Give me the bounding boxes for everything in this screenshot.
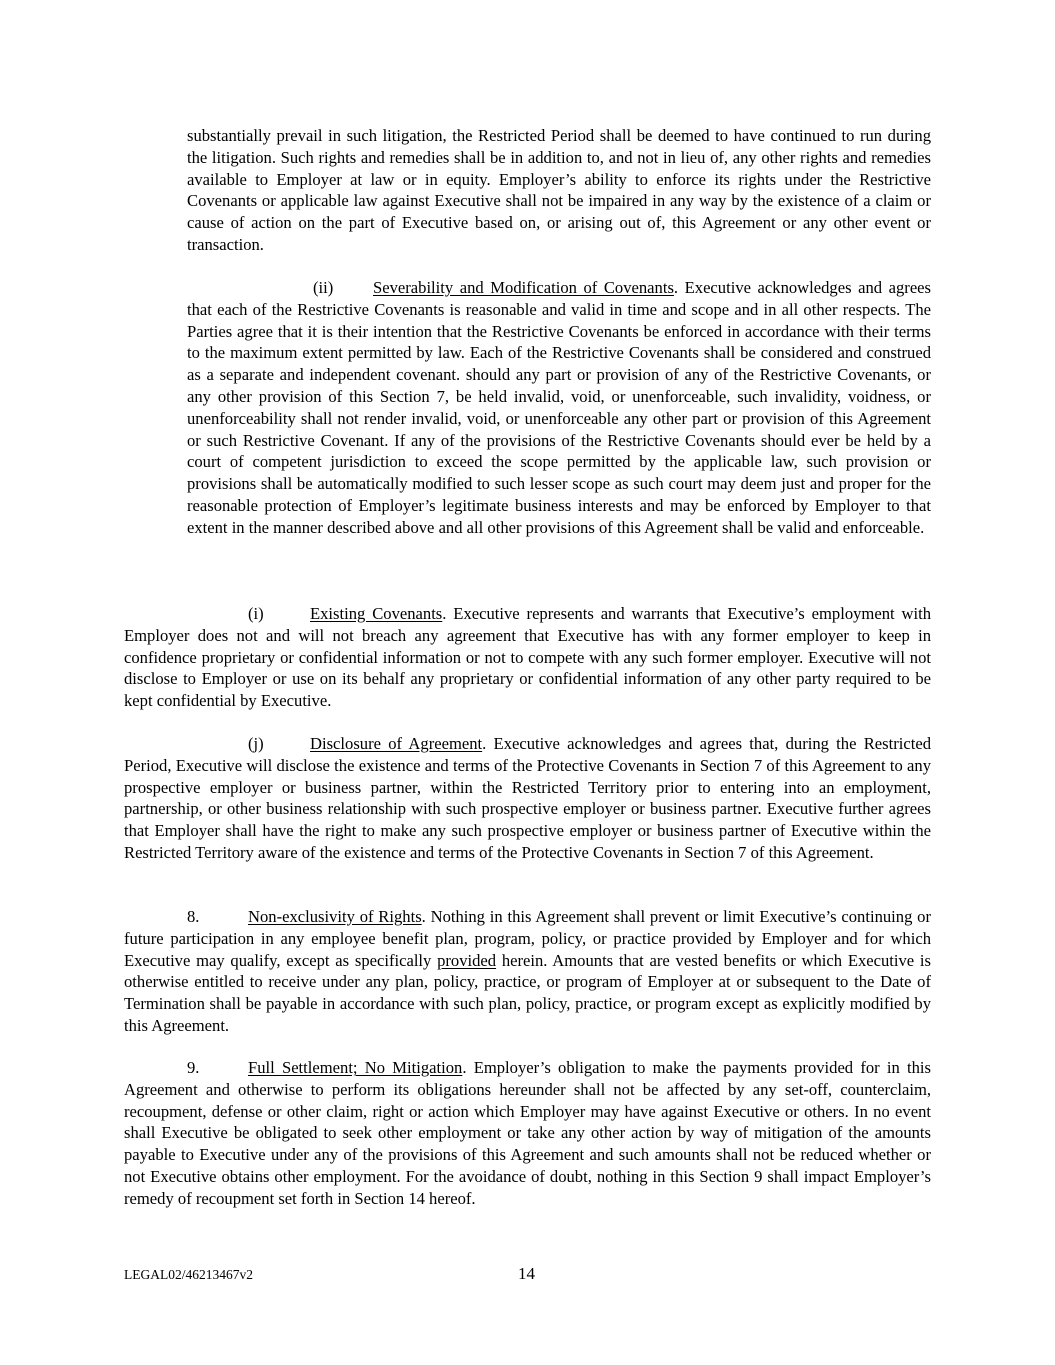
section-9-number: 9. (187, 1058, 200, 1077)
section-ii-number: (ii) (313, 278, 334, 297)
section-j-heading: Disclosure of Agreement (310, 734, 483, 753)
section-8-body-before: . Nothing in this Agreement shall prevent or limit Executive’s continuing or future participation in any employee benefit plan, program, policy, or practice provided by Employer and for which Executive may qualify, except as specifically (124, 907, 931, 970)
section-j-number: (j) (248, 734, 264, 753)
section-8-underlined-word: provided (437, 950, 497, 970)
section-9-heading: Full Settlement; No Mitigation (248, 1058, 463, 1077)
section-i-heading: Existing Covenants (310, 604, 443, 623)
section-ii-heading: Severability and Modification of Covenants (373, 278, 674, 297)
section-i-paragraph (124, 603, 931, 712)
section-8-paragraph (124, 906, 931, 1037)
section-i-body: . Executive represents and warrants that Executive’s employment with Employer does not and will not breach any agreement that Executive has with any former employer to keep in confidence proprietary or confidential information or not to compete with any such former employer. Executive will not disclose to Employer or use on its behalf any proprietary or confidential information of any other party required to be kept confidential by Executive. (124, 604, 931, 711)
section-ii-paragraph (187, 277, 931, 539)
section-j-paragraph (124, 733, 931, 864)
section-8-heading: Non-exclusivity of Rights (248, 907, 422, 926)
section-8-body-after: herein. Amounts that are vested benefits or which Executive is otherwise entitled to receive under any plan, policy, practice, or program of Employer at or subsequent to the Date of Termination shall be payable in accordance with such plan, policy, practice, or program except as explicitly modified by this Agreement. (124, 950, 931, 1035)
paragraph-continuation-text: substantially prevail in such litigation, the Restricted Period shall be deemed to have continued to run during the litigation. Such rights and remedies shall be in addition to, and not in lieu of, any other rights and remedies available to Employer at law or in equity. Employer’s ability to enforce its rights under the Restrictive Covenants or applicable law against Executive shall not be impaired in any way by the existence of a claim or cause of action on the part of Executive based on, or arising out of, this Agreement or any other event or transaction. (187, 126, 931, 254)
footer-document-id: LEGAL02/46213467v2 (124, 1267, 253, 1282)
section-j-body: . Executive acknowledges and agrees that, during the Restricted Period, Executive will disclose the existence and terms of the Protective Covenants in Section 7 of this Agreement to any prospective employer or business partner, within the Restricted Territory prior to entering into an employment, partnership, or other business relationship with such prospective employer or business partner. Executive further agrees that Employer shall have the right to make any such prospective employer or business partner of Executive within the Restricted Territory aware of the existence and terms of the Protective Covenants in Section 7 of this Agreement. (124, 734, 932, 862)
paragraph-continuation (187, 125, 931, 256)
section-9-paragraph (124, 1057, 931, 1210)
section-9-body: . Employer’s obligation to make the payments provided for in this Agreement and otherwise to perform its obligations hereunder shall not be affected by any set-off, counterclaim, recoupment, defense or other claim, right or action which Employer may have against Executive or others. In no event shall Executive be obligated to seek other employment or take any other action by way of mitigation of the amounts payable to Executive under any of the provisions of this Agreement and such amounts shall not be reduced whether or not Executive obtains other employment. For the avoidance of doubt, nothing in this Section 9 shall impact Employer’s remedy of recoupment set forth in Section 14 hereof. (124, 1058, 931, 1208)
section-i-number: (i) (248, 604, 264, 623)
section-ii-body: . Executive acknowledges and agrees that each of the Restrictive Covenants is reasonable and valid in time and scope and in all other respects. The Parties agree that it is their intention that the Restrictive Covenants be enforced in accordance with their terms to the maximum extent permitted by law. Each of the Restrictive Covenants shall be considered and construed as a separate and independent covenant. should any part or provision of any of the Restrictive Covenants, or any other provision of this Section 7, be held invalid, void, or unenforceable, such invalidity, voidness, or unenforceability shall not render invalid, void, or unenforceable any other part or provision of this Agreement or such Restrictive Covenant. If any of the provisions of the Restrictive Covenants should ever be held by a court of competent jurisdiction to exceed the scope permitted by the applicable law, such provision or provisions shall be automatically modified to such lesser scope as such court may deem just and proper for the reasonable protection of Employer’s legitimate business interests and may be enforced by Employer to that extent in the manner described above and all other provisions of this Agreement shall be valid and enforceable. (187, 278, 932, 537)
footer-page-number: 14 (518, 1264, 535, 1283)
section-8-number: 8. (187, 907, 200, 926)
